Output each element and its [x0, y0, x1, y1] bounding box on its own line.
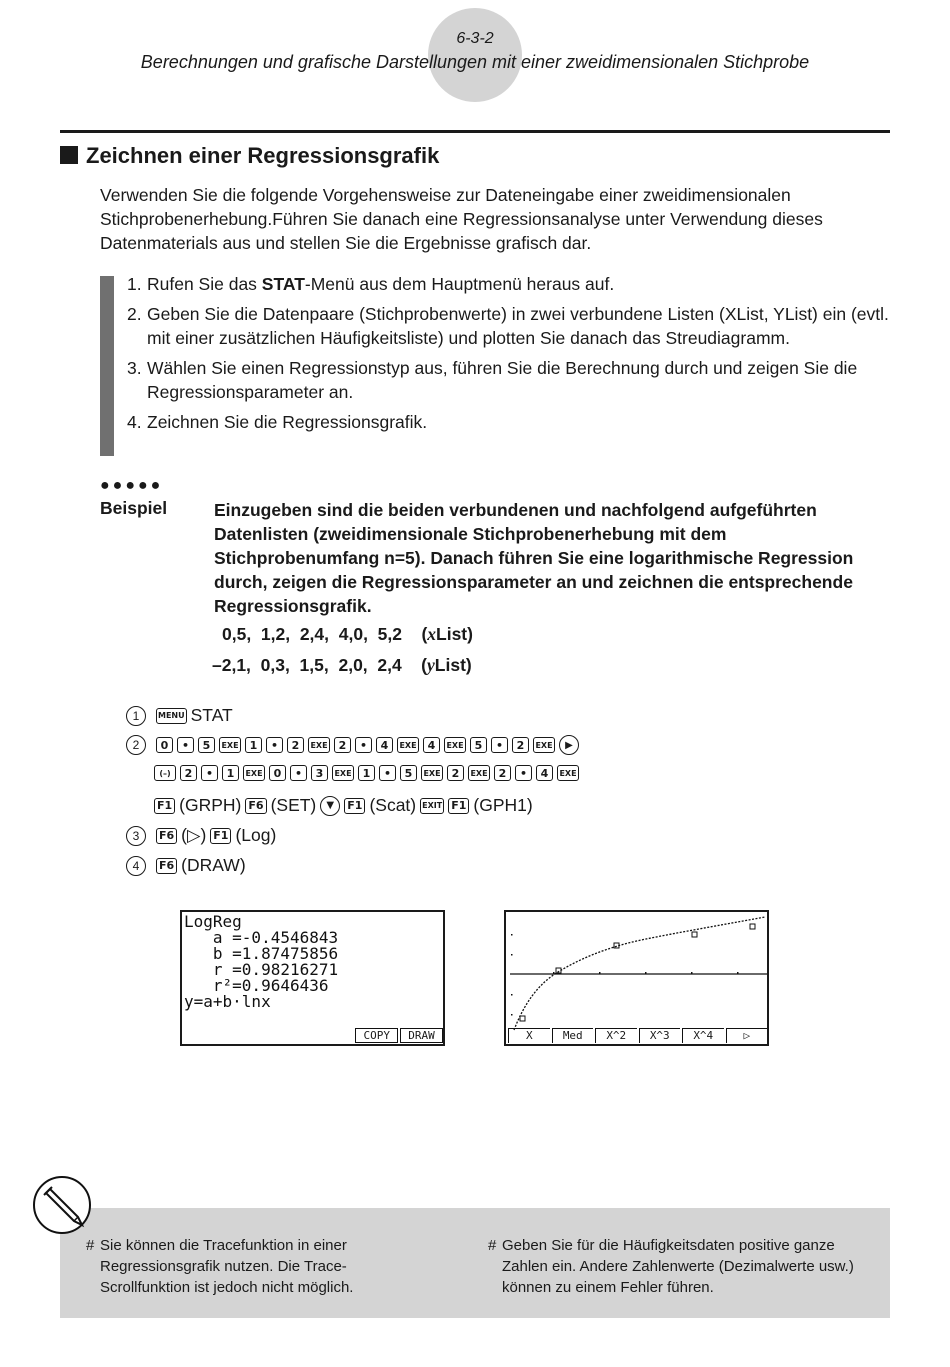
key-dot: • — [177, 737, 194, 753]
note-frequency — [488, 1235, 878, 1298]
key-exit: EXIT — [420, 798, 444, 814]
step-item — [127, 356, 897, 404]
note-text: Sie können die Tracefunktion in einer Regressionsgrafik nutzen. Die Trace-Scrollfunktion ist jedoch nicht möglich. — [100, 1237, 354, 1296]
keyline-4 — [154, 795, 537, 816]
key-2: 2 — [512, 737, 529, 753]
key-exe: EXE — [533, 737, 555, 753]
step-number: 1. — [127, 274, 142, 294]
step-item — [127, 302, 897, 350]
section-rule — [60, 130, 890, 133]
key-2: 2 — [447, 765, 464, 781]
circled-number: 2 — [126, 735, 146, 755]
screen-line: b =1.87475856 — [184, 944, 339, 963]
fkey-x4: X^4 — [682, 1028, 724, 1043]
ylist-row — [212, 655, 472, 676]
screen-line: LogReg — [184, 912, 242, 931]
circled-number: 4 — [126, 856, 146, 876]
fkey-draw: DRAW — [400, 1028, 443, 1043]
ylist-name: (yList) — [421, 655, 472, 675]
fkey-x3: X^3 — [639, 1028, 681, 1043]
ylist-var: y — [427, 655, 435, 675]
key-4: 4 — [423, 737, 440, 753]
menu-key: MENU — [156, 708, 187, 724]
fkey-med: Med — [552, 1028, 594, 1043]
note-trace — [86, 1235, 416, 1298]
x-tick — [691, 972, 693, 974]
set-label: (SET) — [270, 795, 317, 815]
example-label: Beispiel — [100, 498, 168, 518]
key-0: 0 — [156, 737, 173, 753]
step-number: 4. — [127, 412, 142, 432]
key-dot: • — [355, 737, 372, 753]
draw-label: (DRAW) — [181, 855, 246, 875]
key-dot: • — [515, 765, 532, 781]
circled-number: 3 — [126, 826, 146, 846]
x-tick — [599, 972, 601, 974]
grph-label: (GRPH) — [179, 795, 242, 815]
function-key-bar — [182, 1028, 443, 1043]
key-f1: F1 — [448, 798, 469, 814]
step-text-post: -Menü aus dem Hauptmenü heraus auf. — [304, 274, 615, 294]
note-text: Geben Sie für die Häufigkeitsdaten positive ganze Zahlen ein. Andere Zahlenwerte (Dezimalwerte usw.) können zu einem Fehler führen. — [502, 1237, 854, 1296]
regression-graph — [506, 912, 767, 1044]
y-tick — [511, 994, 513, 996]
page-number: 6-3-2 — [456, 30, 494, 47]
page-subtitle: Berechnungen und grafische Darstellungen mit einer zweidimensionalen Stichprobe — [140, 52, 810, 72]
key-5: 5 — [470, 737, 487, 753]
step-text: Zeichnen Sie die Regressionsgrafik. — [147, 412, 428, 432]
y-tick — [511, 954, 513, 956]
key-f1: F1 — [154, 798, 175, 814]
key-f6: F6 — [245, 798, 266, 814]
square-bullet-icon — [60, 146, 78, 164]
right-arrow-key: ▶ — [559, 735, 579, 755]
screen-line: y=a+b·lnx — [184, 992, 271, 1011]
xlist-name: (xList) — [421, 624, 473, 644]
key-negative: (–) — [154, 765, 176, 781]
key-dot: • — [290, 765, 307, 781]
key-f6: F6 — [156, 858, 177, 874]
step-number: 3. — [127, 358, 142, 378]
key-4: 4 — [376, 737, 393, 753]
key-exe: EXE — [397, 737, 419, 753]
steps-bar — [100, 276, 114, 456]
fkey-x: X — [508, 1028, 550, 1043]
key-4: 4 — [536, 765, 553, 781]
x-tick — [737, 972, 739, 974]
key-exe: EXE — [219, 737, 241, 753]
ylist-name-rest: List — [434, 655, 466, 675]
keyline-6 — [126, 855, 250, 876]
key-0: 0 — [269, 765, 286, 781]
screen-line: a =-0.4546843 — [184, 928, 339, 947]
key-exe: EXE — [243, 765, 265, 781]
step-number: 2. — [127, 304, 142, 324]
key-2: 2 — [287, 737, 304, 753]
step-text — [147, 272, 897, 296]
fkey-empty — [312, 1028, 353, 1043]
xlist-row — [222, 624, 473, 645]
key-3: 3 — [311, 765, 328, 781]
key-1: 1 — [222, 765, 239, 781]
example-dots: ●●●●● — [100, 477, 164, 494]
note-hash: # — [488, 1237, 497, 1254]
key-exe: EXE — [421, 765, 443, 781]
note-hash: # — [86, 1237, 95, 1254]
circled-number: 1 — [126, 706, 146, 726]
data-point — [520, 1016, 525, 1021]
fkey-copy: COPY — [355, 1028, 398, 1043]
keyline-1 — [126, 705, 237, 726]
example-text: Einzugeben sind die beiden verbundenen und nachfolgend aufgeführten Datenlisten (zweidimensionale Stichprobenerhebung mit dem Stichprobenumfang n=5). Danach führen Sie eine logarithmische Regression durch, zeigen die Regressionsparameter an und zeichnen die entsprechende Regressionsgrafik. — [214, 500, 854, 616]
calculator-screen-result — [180, 910, 445, 1046]
key-5: 5 — [198, 737, 215, 753]
key-dot: • — [379, 765, 396, 781]
key-exe: EXE — [332, 765, 354, 781]
calculator-screen-graph — [504, 910, 769, 1046]
pencil-note-icon — [32, 1175, 92, 1235]
screen-line: r =0.98216271 — [184, 960, 339, 979]
down-arrow-key: ▼ — [320, 796, 340, 816]
key-exe: EXE — [557, 765, 579, 781]
xlist-name-rest: List — [436, 624, 468, 644]
keyline-2 — [126, 735, 583, 755]
keyline-3 — [154, 765, 583, 781]
axis-ticks — [511, 934, 739, 1016]
section-title-text: Zeichnen einer Regressionsgrafik — [86, 143, 440, 168]
x-tick — [645, 972, 647, 974]
step-text: Geben Sie die Datenpaare (Stichprobenwerte) in zwei verbundene Listen (XList, YList) ein (evtl. mit einer zusätzlichen Häufigkeitsliste) und plotten Sie danach das Streudiagramm. — [147, 304, 889, 348]
gph1-label: (GPH1) — [473, 795, 533, 815]
fkey-x2: X^2 — [595, 1028, 637, 1043]
key-5: 5 — [400, 765, 417, 781]
key-dot: • — [201, 765, 218, 781]
key-f1: F1 — [344, 798, 365, 814]
key-2: 2 — [494, 765, 511, 781]
ylist-values: –2,1, 0,3, 1,5, 2,0, 2,4 — [212, 655, 402, 675]
key-exe: EXE — [468, 765, 490, 781]
data-point — [692, 932, 697, 937]
fkey-empty — [227, 1028, 268, 1043]
key-2: 2 — [334, 737, 351, 753]
key-dot: • — [491, 737, 508, 753]
y-tick — [511, 1014, 513, 1016]
xlist-values: 0,5, 1,2, 2,4, 4,0, 5,2 — [222, 624, 402, 644]
keyline-5 — [126, 825, 280, 846]
key-f6: F6 — [156, 828, 177, 844]
key-dot: • — [266, 737, 283, 753]
step-item — [127, 410, 897, 434]
scat-label: (Scat) — [369, 795, 417, 815]
step-text-pre: Rufen Sie das — [147, 274, 262, 294]
stat-label: STAT — [190, 705, 233, 725]
step-text: Wählen Sie einen Regressionstyp aus, führen Sie die Berechnung durch und zeigen Sie die Regressionsparameter an. — [147, 358, 858, 402]
key-f1: F1 — [210, 828, 231, 844]
key-2: 2 — [180, 765, 197, 781]
key-exe: EXE — [444, 737, 466, 753]
key-exe: EXE — [308, 737, 330, 753]
section-title — [60, 143, 439, 169]
step-item — [127, 272, 897, 296]
data-point — [750, 924, 755, 929]
screen-line: r²=0.9646436 — [184, 976, 329, 995]
x-tick — [553, 972, 555, 974]
steps-list — [127, 272, 897, 440]
fkey-empty — [184, 1028, 225, 1043]
screen-text — [184, 914, 338, 1010]
xlist-var: x — [427, 624, 437, 644]
fkey-empty — [270, 1028, 311, 1043]
function-key-bar — [506, 1028, 767, 1043]
y-tick — [511, 934, 513, 936]
fkey-next: ▷ — [726, 1028, 768, 1043]
intro-paragraph: Verwenden Sie die folgende Vorgehensweise zur Dateneingabe einer zweidimensionalen Stichprobenerhebung.Führen Sie danach eine Regressionsanalyse unter Verwendung dieses Datenmaterials aus und stellen Sie die Ergebnisse grafisch dar. — [100, 185, 823, 253]
log-label: (Log) — [235, 825, 277, 845]
key-1: 1 — [245, 737, 262, 753]
next-label: (▷) — [181, 825, 207, 845]
key-1: 1 — [358, 765, 375, 781]
step-text-bold: STAT — [261, 274, 305, 294]
